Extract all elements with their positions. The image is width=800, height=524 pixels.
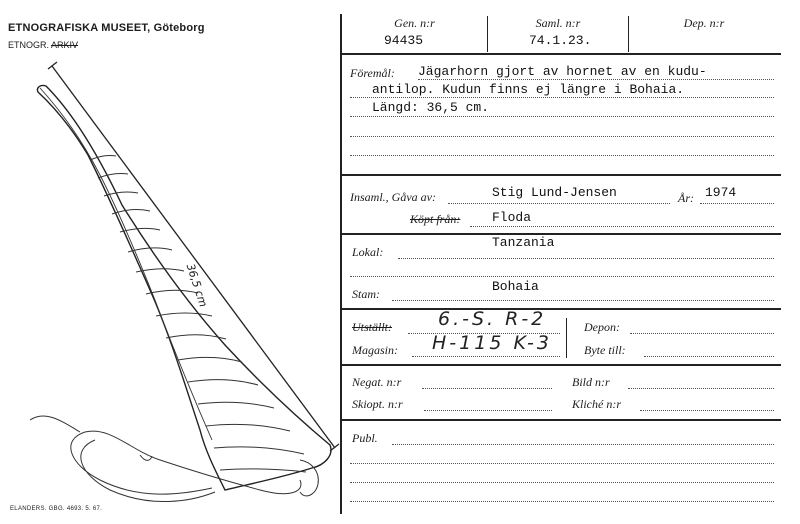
stam-rule xyxy=(341,308,781,310)
publ-label: Publ. xyxy=(352,431,378,445)
lokal-label: Lokal: xyxy=(352,245,384,259)
stam-dots xyxy=(392,300,774,301)
magasin-dots xyxy=(412,356,560,357)
gen-label: Gen. n:r xyxy=(394,16,435,30)
header-rule xyxy=(341,53,781,55)
insaml-rule xyxy=(341,233,781,235)
byte-dots xyxy=(644,356,774,357)
insaml-dots xyxy=(448,203,670,204)
foremal-dots-2 xyxy=(350,97,774,98)
foremal-line2: antilop. Kudun finns ej längre i Bohaia. xyxy=(372,82,685,97)
depon-label: Depon: xyxy=(584,320,620,334)
storage-rule xyxy=(341,364,781,366)
magasin-label: Magasin: xyxy=(352,343,398,357)
department-struck: ARKIV xyxy=(51,40,79,50)
skiopt-dots xyxy=(424,410,552,411)
foremal-line1: Jägarhorn gjort av hornet av en kudu- xyxy=(418,64,707,79)
lokal-dots xyxy=(398,258,774,259)
skiopt-label: Skiopt. n:r xyxy=(352,397,403,411)
negat-dots xyxy=(422,388,552,389)
bild-label: Bild n:r xyxy=(572,375,610,389)
negat-label: Negat. n:r xyxy=(352,375,402,389)
foremal-line3: Längd: 36,5 cm. xyxy=(372,100,490,115)
saml-label: Saml. n:r xyxy=(535,16,581,30)
gen-cell xyxy=(342,16,487,31)
department-prefix: ETNOGR. xyxy=(8,40,50,50)
ar-value: 1974 xyxy=(705,185,737,200)
museum-name: ETNOGRAFISKA MUSEET, Göteborg xyxy=(8,22,205,34)
publ-dots-1 xyxy=(392,444,774,445)
stam-label: Stam: xyxy=(352,287,380,301)
foremal-dots-4 xyxy=(350,136,774,137)
kop-value: Floda xyxy=(492,210,532,225)
insaml-label: Insaml., Gåva av: xyxy=(350,190,436,204)
measure-label: 36,5 cm xyxy=(183,262,210,309)
magasin-value: H-115 K-3 xyxy=(432,332,552,354)
foremal-label: Föremål: xyxy=(350,66,395,80)
depon-dots xyxy=(630,333,774,334)
card-left-border xyxy=(340,14,342,514)
lokal-dots-2 xyxy=(350,276,774,277)
ar-label: År: xyxy=(678,191,694,205)
foremal-dots-5 xyxy=(350,155,774,156)
publ-dots-4 xyxy=(350,501,774,502)
publ-dots-2 xyxy=(350,463,774,464)
lokal-value: Tanzania xyxy=(492,235,555,250)
negat-rule xyxy=(341,419,781,421)
bild-dots xyxy=(628,388,774,389)
printer-note: ELANDERS. GBG. 4693. 5. 67. xyxy=(10,506,103,512)
storage-divider xyxy=(566,318,567,358)
foremal-dots-1 xyxy=(418,79,774,80)
horn-drawing xyxy=(0,0,345,524)
ar-dots xyxy=(700,203,774,204)
kop-dots xyxy=(470,226,774,227)
dep-label: Dep. n:r xyxy=(683,16,725,30)
utstallt-value: 6.-S. R-2 xyxy=(438,308,547,330)
byte-label: Byte till: xyxy=(584,343,626,357)
stam-value: Bohaia xyxy=(492,279,539,294)
utstallt-label: Utställt: xyxy=(352,320,393,334)
foremal-dots-3 xyxy=(350,116,774,117)
foremal-rule xyxy=(341,174,781,176)
saml-value: 74.1.23. xyxy=(529,33,592,48)
kop-label: Köpt från: xyxy=(410,212,461,226)
dep-cell xyxy=(629,16,779,31)
insaml-value: Stig Lund-Jensen xyxy=(492,185,617,200)
cliche-dots xyxy=(640,410,774,411)
gen-value: 94435 xyxy=(384,33,424,48)
cliche-label: Kliché n:r xyxy=(572,397,621,411)
publ-dots-3 xyxy=(350,482,774,483)
saml-cell xyxy=(488,16,628,31)
